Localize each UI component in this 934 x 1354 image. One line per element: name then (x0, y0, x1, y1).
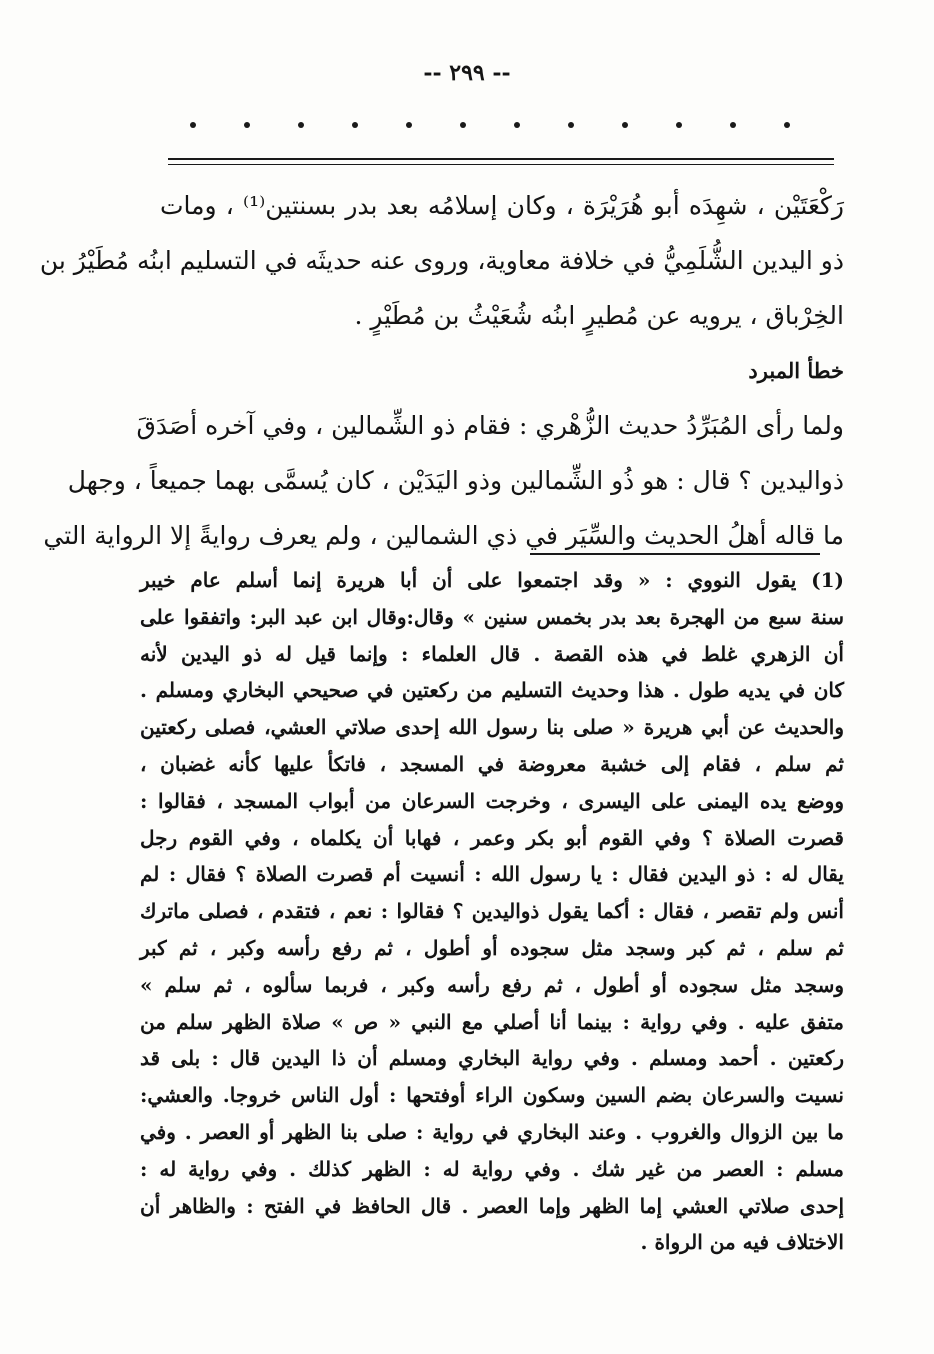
text-line: ذو اليدين الشُّلَمِيُّ في خلافة معاوية، وروى عنه حديثَه في التسليم ابنُه مُطَيْرُ بن (39, 246, 844, 275)
section-heading: خطأ المبرد (748, 358, 844, 383)
footnote-line: مسلم : العصر من غير شك . وفي رواية له : الظهر كذلك . وفي رواية له : (140, 1156, 844, 1181)
footnote-line: ووضع يده اليمنى على اليسرى ، وخرجت السرعان من أبواب المسجد ، فقالوا : (140, 788, 844, 813)
ornament-dot (730, 122, 736, 128)
ornamental-dot-row (190, 122, 790, 142)
footnote-line: ثم سلم ، ثم كبر وسجد مثل سجوده أو أطول ، ثم رفع رأسه وكبر ، ثم كبر (140, 935, 844, 960)
footnote-line: إحدى صلاتي العشي إما الظهر وإما العصر . قال الحافظ في الفتح : والظاهر أن (140, 1193, 844, 1218)
footnote-separator (530, 553, 820, 555)
ornament-dot (298, 122, 304, 128)
text-line: ولما رأى المُبَرِّدُ حديث الزُّهْري : فقام ذو الشِّمالين ، وفي آخره أصَدَقَ (136, 411, 844, 440)
ornament-dot (406, 122, 412, 128)
footnote-line: قصرت الصلاة ؟ وفي القوم أبو بكر وعمر ، فهابا أن يكلماه ، وفي القوم رجل (140, 825, 844, 850)
footnote-line: ركعتين . أحمد ومسلم . وفي رواية البخاري ومسلم أن ذا اليدين قال : بلى قد (140, 1046, 844, 1071)
footnote-line: أنس ولم تقصر ، فقال : أكما يقول ذواليدين ؟ فقالوا : نعم ، فتقدم ، فصلى ماترك (140, 899, 844, 924)
text-line: ما قاله أهلُ الحديث والسِّيَر في ذي الشمالين ، ولم يعرف روايةً إلا الرواية التي (43, 521, 844, 550)
footnote-line: سنة سبع من الهجرة بعد بدر بخمس سنين » وقال:وقال ابن عبد البر: واتفقوا على (140, 604, 844, 629)
footnote-line: كان في يديه طول . هذا وحديث التسليم من ركعتين في صحيحي البخاري ومسلم . (140, 678, 844, 703)
footnote-block (140, 562, 844, 1261)
header-rule-thin (168, 164, 834, 165)
main-text-block (39, 178, 844, 563)
footnote-line: أن الزهري غلط في هذه القصة . قال العلماء : وإنما قيل له ذو اليدين لأنه (140, 641, 844, 666)
footnote-line: نسيت والسرعان بضم السين وسكون الراء أوفتحها : أول الناس خروجا. والعشي: (140, 1083, 844, 1108)
ornament-dot (622, 122, 628, 128)
text-line: ذواليدين ؟ قال : هو ذُو الشِّمالين وذو اليَدَيْن ، كان يُسمَّى بهما جميعاً ، وجهل (67, 466, 844, 495)
footnote-line: متفق عليه . وفي رواية : بينما أنا أصلي مع النبي « ص » صلاة الظهر سلم من (140, 1009, 844, 1034)
ornament-dot (244, 122, 250, 128)
header-rule (168, 158, 834, 160)
text-line: الخِرْباق ، يرويه عن مُطيرٍ ابنُه شُعَيْثُ بن مُطَيْرٍ . (354, 301, 844, 330)
ornament-dot (460, 122, 466, 128)
footnote-line: وسجد مثل سجوده أو أطول ، ثم رفع رأسه وكبر ، فربما سألوه ، ثم سلم » (140, 972, 844, 997)
footnote-line: الاختلاف فيه من الرواة . (640, 1230, 844, 1255)
footnote-line: ما بين الزوال والغروب . وعند البخاري في رواية : صلى بنا الظهر أو العصر . وفي (140, 1119, 844, 1144)
footnote-line: والحديث عن أبي هريرة « صلى بنا رسول الله إحدى صلاتي العشي، فصلى ركعتين (140, 715, 844, 740)
text-line: رَكْعَتَيْن ، شهِدَه أبو هُرَيْرَة ، وكان إسلامُه بعد بدر بسنتين⁽¹⁾ ، ومات (160, 191, 844, 220)
footnote-line: يقال له : ذو اليدين فقال : يا رسول الله : أنسيت أم قصرت الصلاة ؟ فقال : لم (140, 862, 844, 887)
footnote-line: ثم سلم ، فقام إلى خشبة معروضة في المسجد ، فاتكأ عليها كأنه غضبان ، (140, 751, 844, 776)
ornament-dot (676, 122, 682, 128)
ornament-dot (352, 122, 358, 128)
ornament-dot (568, 122, 574, 128)
page-number: -- ٢٩٩ -- (423, 60, 511, 86)
ornament-dot (190, 122, 196, 128)
footnote-line: (1) يقول النووي : « وقد اجتمعوا على أن أبا هريرة إنما أسلم عام خيبر (140, 568, 844, 592)
ornament-dot (784, 122, 790, 128)
ornament-dot (514, 122, 520, 128)
